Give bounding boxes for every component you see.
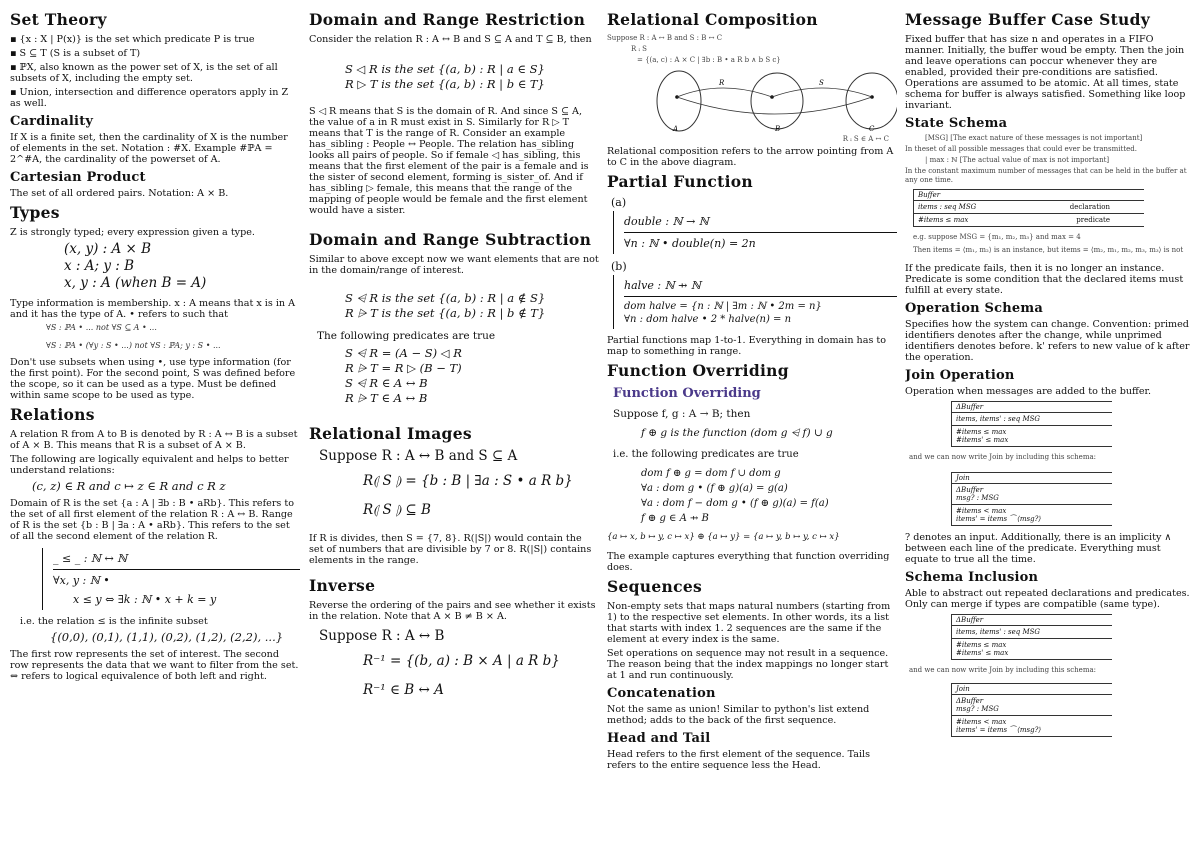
inclusion-join-decl-1: ΔBuffer [956,697,984,705]
partial-text: Partial functions map 1-to-1. Everything in domain has to map to something in range. [607,335,887,357]
drr-intro: Consider the relation R : A ↔ B and S ⊆ A and T ⊆ B, then [309,34,592,45]
arrow-r [677,88,772,97]
diagram-label-a: A [673,125,679,133]
inclusion-join-decl-2: msg? : MSG [952,705,1112,716]
partial-tag-b: (b) [611,260,627,273]
inverse-heading: Inverse [309,576,376,595]
join-heading: Join Operation [905,368,1015,383]
drs-heading: Domain and Range Subtraction [309,230,592,249]
inverse-text: Reverse the ordering of the pairs and see whether it exists in the relation. Note that A × B ≠ B × A. [309,600,596,622]
overriding-ie: i.e. the following predicates are true [613,449,799,460]
join-schema-pred-2: items' = items ⁀ ⟨msg?⟩ [956,515,1042,523]
state-line-1: [MSG] [The exact nature of these messages is not important] [925,134,1143,142]
operation-text: Specifies how the system can change. Convention: primed identifiers denotes after the change, while unprimed identifiers denotes before. k' refers to new value of k after the operation. [905,319,1190,363]
cardinality-text: If X is a finite set, then the cardinality of X is the number of elements in the set. Notation : #X. Example #ℙA = 2^#A, the cardinality of the powerset of A. [10,132,288,165]
drs-math-1: S ⩤ R is the set {(a, b) : R | a ∉ S} [345,291,546,305]
inclusion-join-schema [951,683,1112,737]
arrow-composed [677,97,872,114]
overriding-pred-4: f ⊕ g ∈ A ⇸ B [641,513,709,524]
overriding-heading: Function Overriding [607,361,789,380]
join-schema-pred-1: #items < max [956,507,1007,515]
composition-def: = {(a, c) : A × C | ∃b : B • a R b ∧ b S c} [637,56,781,64]
relations-ie: i.e. the relation ≤ is the infinite subset [20,616,208,627]
inclusion-heading: Schema Inclusion [905,570,1039,585]
relations-infinite-set: {(0,0), (0,1), (1,1), (0,2), (1,2), (2,2), ...} [50,630,284,644]
images-text: If R is divides, then S = {7, 8}. R(|S|) would contain the set of numbers that are divisible by 7 or 8. R(|S|) contains elements in the range. [309,533,592,566]
concat-text: Not the same as union! Similar to python's list extend method; adds to the back of the first sequence. [607,704,870,726]
overriding-suppose: Suppose f, g : A → B; then [613,408,751,420]
partial-a-pred: ∀n : ℕ • double(n) = 2n [624,237,756,250]
partial-b-pred-2: ∀n : dom halve • 2 * halve(n) = n [624,314,792,325]
state-line-2: In theset of all possible messages that could ever be transmitted. [905,145,1137,153]
composition-suppose: Suppose R : A ↔ B and S : B ↔ C [607,34,723,42]
images-math-2: R⦇ S ⦈ ⊆ B [363,502,431,518]
set-c-ellipse [846,73,897,129]
drs-pred-4: R ⩥ T ∈ A ↔ B [345,391,428,405]
buffer-state-schema [913,189,1144,227]
composition-heading: Relational Composition [607,10,818,29]
overriding-pred-3: ∀a : dom f − dom g • (f ⊕ g)(a) = f(a) [641,498,829,509]
drr-math-1: S ◁ R is the set {(a, b) : R | a ∈ S} [345,62,545,76]
ax-def-predicate-2: x ≤ y ⇔ ∃k : ℕ • x + k = y [73,593,217,606]
column-2 [309,6,599,846]
relations-axiomatic-def [42,548,300,610]
types-intro: Z is strongly typed; every expression given a type. [10,227,255,238]
ax-def-predicate-1: ∀x, y : ℕ • [53,574,110,587]
partial-a-sig: double : ℕ → ℕ [624,213,897,233]
set-theory-bullet-2: ▪ S ⊆ T (S is a subset of T) [10,48,141,59]
diagram-label-b: B [775,125,781,133]
drs-intro: Similar to above except now we want elements that are not in the domain/range of interest. [309,254,599,276]
inclusion-delta-name: ΔBuffer [952,615,1112,626]
inclusion-note: and we can now write Join by including this schema: [909,666,1096,674]
images-math-1: R⦇ S ⦈ = {b : B | ∃a : S • a R b} [363,473,573,489]
drs-pred-2: R ⩥ T = R ▷ (B − T) [345,361,462,375]
set-theory-bullet-3: ▪ ℙX, also known as the power set of X, is the set of all subsets of X, including the empty set. [10,62,278,84]
partial-heading: Partial Function [607,172,753,191]
sequences-text-2: Set operations on sequence may not result in a sequence. The reason being that the index mappings no longer start at 1 and run continuously. [607,648,889,681]
operation-heading: Operation Schema [905,301,1043,316]
inverse-math-1: R⁻¹ = {(b, a) : B × A | a R b} [363,653,560,669]
cardinality-heading: Cardinality [10,114,94,129]
inclusion-text: Able to abstract out repeated declarations and predicates. Only can merge if types are compatible (same type). [905,588,1190,610]
cartesian-text: The set of all ordered pairs. Notation: A × B. [10,188,229,199]
buffer-decl-text: items : seq MSG [918,203,977,211]
diagram-label-c: C [869,125,875,133]
partial-schema-a [613,211,897,254]
join-schema-decl-2: msg? : MSG [952,494,1112,505]
headtail-heading: Head and Tail [607,731,711,746]
relations-text-4: The first row represents the set of interest. The second row represents the data that we want to filter from the set. ⇔ refers to logical equivalence of both left and right. [10,649,299,682]
drs-pred-3: S ⩤ R ∈ A ↔ B [345,376,428,390]
diagram-label-r: R [719,79,725,87]
types-math-2: x : A; y : B [64,258,135,274]
inclusion-join-pred-2: items' = items ⁀ ⟨msg?⟩ [956,726,1042,734]
types-example-2: ∀S : ℙA • (∀y : S • ...) not ∀S : ℙA; y : S • ... [46,341,221,350]
relations-text-1: A relation R from A to B is denoted by R : A ↔ B is a subset of A × B. This means that R is a subset of A × B. [10,429,298,451]
types-example-1: ∀S : ℙA • ... not ∀S ⊆ A • ... [46,323,157,332]
inverse-math-2: R⁻¹ ∈ B ↔ A [363,682,444,698]
buffer-text: Fixed buffer that has size n and operates in a FIFO manner. Initially, the buffer woud be empty. Then the join and leave operations can poccur whenever they are enabled, provided their pre-conditions are satisfied. Operations are assumed to be atomic. At all times, state schema for buffer is always satisfied. Something like loop invariant. [905,34,1186,111]
arrow-s [772,88,872,97]
buffer-decl-label: declaration [1069,203,1110,211]
partial-b-sig: halve : ℕ ⇸ ℕ [624,277,897,297]
types-text-1: Type information is membership. x : A means that x is in A and it has the type of A. • refers to such that [10,298,296,320]
buffer-schema-name: Buffer [914,190,1144,201]
inverse-suppose: Suppose R : A ↔ B [319,628,445,644]
overriding-pred-2: ∀a : dom g • (f ⊕ g)(a) = g(a) [641,483,788,494]
join-schema-decl-1: ΔBuffer [956,486,984,494]
join-text-2: ? denotes an input. Additionally, there is an implicity ∧ between each line of the predicate. Everything must equate to true all the time. [905,532,1172,565]
drr-text: S ◁ R means that S is the domain of R. And since S ⊆ A, the value of a in R must exist in S. Similarly for R ▷ T means that T is the range of R. Consider an example has_sibling : People ↔ People. The relation has_sibling looks all pairs of people. So if female ◁ has_sibling, this means that the first element of the pair is a female and is the sister of second element, forming is_sister_of. And if has_sibling ▷ female, this means that the range of the mapping of people would be female and the first element would have a sister. [309,106,589,216]
buffer-schema-decl [914,201,1144,214]
set-a-ellipse [657,71,701,131]
inclusion-join-pred-1: #items < max [956,718,1007,726]
headtail-text: Head refers to the first element of the sequence. Tails refers to the entire sequence less the Head. [607,749,871,771]
drs-math-2: R ⩥ T is the set {(a, b) : R | b ∉ T} [345,306,546,320]
state-line-5: e.g. suppose MSG = {m₁, m₂, m₃} and max = 4 [913,233,1081,241]
overriding-subtitle: Function Overriding [613,386,761,401]
buffer-pred-label: predicate [1076,216,1110,224]
cartesian-heading: Cartesian Product [10,170,146,185]
relations-heading: Relations [10,405,95,424]
buffer-pred-text: #items ≤ max [918,216,969,224]
images-suppose: Suppose R : A ↔ B and S ⊆ A [319,448,518,464]
partial-schema-b [613,275,897,329]
join-schema-name: Join [952,473,1112,484]
drs-pred-intro: The following predicates are true [317,330,496,342]
overriding-example: {a ↦ x, b ↦ y, c ↦ x} ⊕ {a ↦ y} = {a ↦ y, b ↦ y, c ↦ x} [607,532,840,542]
inclusion-delta-pred-1: #items ≤ max [956,641,1007,649]
join-note: and we can now write Join by including this schema: [909,453,1096,461]
set-theory-bullet-4: ▪ Union, intersection and difference operators apply in Z as well. [10,87,289,109]
state-line-6: Then items = ⟨m₁, m₂⟩ is an instance, but items = ⟨m₂, m₁, m₂, m₃, m₃⟩ is not [913,246,1184,254]
state-line-3: | max : ℕ [The actual value of max is not important] [925,156,1110,164]
inclusion-delta-pred-2: #items' ≤ max [956,649,1009,657]
types-text-2: Don't use subsets when using •, use type information (for the first point). For the second point, S was defined before the scope, so it can be used as a type. Must be defined within same scope to be used as type. [10,357,296,401]
composition-type: R ⨾ S ∈ A ↔ C [842,135,889,143]
types-math-3: x, y : A (when B = A) [64,275,207,291]
drs-pred-1: S ⩤ R = (A − S) ◁ R [345,346,462,360]
state-line-4: In the constant maximum number of messages that can be held in the buffer at any one time. [905,167,1187,184]
relations-text-2: The following are logically equivalent and helps to better understand relations: [10,454,289,476]
sequences-heading: Sequences [607,577,703,596]
types-heading: Types [10,203,60,222]
join-delta-name: ΔBuffer [952,402,1112,413]
types-math-1: (x, y) : A × B [64,241,152,257]
drr-heading: Domain and Range Restriction [309,10,586,29]
column-1 [10,6,300,846]
images-heading: Relational Images [309,424,472,443]
column-4 [905,6,1195,846]
state-schema-heading: State Schema [905,116,1008,131]
relations-equivalence: (c, z) ∈ R and c ↦ z ∈ R and c R z [32,479,226,493]
join-delta-schema [951,401,1112,447]
set-theory-heading: Set Theory [10,10,107,29]
composition-rs: R ⨾ S [631,45,647,53]
state-text: If the predicate fails, then it is no longer an instance. Predicate is some condition that the declared items must fulfill at every state. [905,263,1184,296]
join-schema [951,472,1112,526]
set-b-ellipse [751,73,803,129]
drr-math-2: R ▷ T is the set {(a, b) : R | b ∈ T} [345,77,545,91]
join-text: Operation when messages are added to the buffer. [905,386,1152,397]
composition-diagram [647,67,897,135]
partial-b-pred-1: dom halve = {n : ℕ | ∃m : ℕ • 2m = n} [624,301,822,312]
ax-def-signature: _ ≤ _ : ℕ ↔ ℕ [53,550,300,570]
join-delta-pred-2: #items' ≤ max [956,436,1009,444]
relations-text-3: Domain of R is the set {a : A | ∃b : B • aRb}. This refers to the set of all first element of the relation R : A ↔ B. Range of R is the set {b : B | ∃a : A • aRb}. This refers to the set of all the second element of the relation R. [10,498,295,542]
concat-heading: Concatenation [607,686,716,701]
join-delta-pred-1: #items ≤ max [956,428,1007,436]
sequences-text-1: Non-empty sets that maps natural numbers (starting from 1) to the respective set elements. In other words, its a list that starts with index 1. 2 sequences are the same if the element at every index is the same. [607,601,891,645]
column-3 [607,6,897,846]
overriding-pred-1: dom f ⊕ g = dom f ∪ dom g [641,468,781,479]
inclusion-join-name: Join [952,684,1112,695]
buffer-heading: Message Buffer Case Study [905,10,1151,29]
overriding-def: f ⊕ g is the function (dom g ⩤ f) ∪ g [641,427,833,439]
inclusion-delta-decl: items, items' : seq MSG [952,626,1112,639]
buffer-schema-pred [914,214,1144,226]
set-theory-bullet-1: ▪ {x : X | P(x)} is the set which predicate P is true [10,34,255,45]
composition-text: Relational composition refers to the arrow pointing from A to C in the above diagram. [607,146,894,168]
partial-tag-a: (a) [611,196,627,209]
inclusion-delta-schema [951,614,1112,660]
diagram-label-s: S [819,79,824,87]
join-delta-decl: items, items' : seq MSG [952,413,1112,426]
overriding-text: The example captures everything that function overriding does. [607,551,890,573]
